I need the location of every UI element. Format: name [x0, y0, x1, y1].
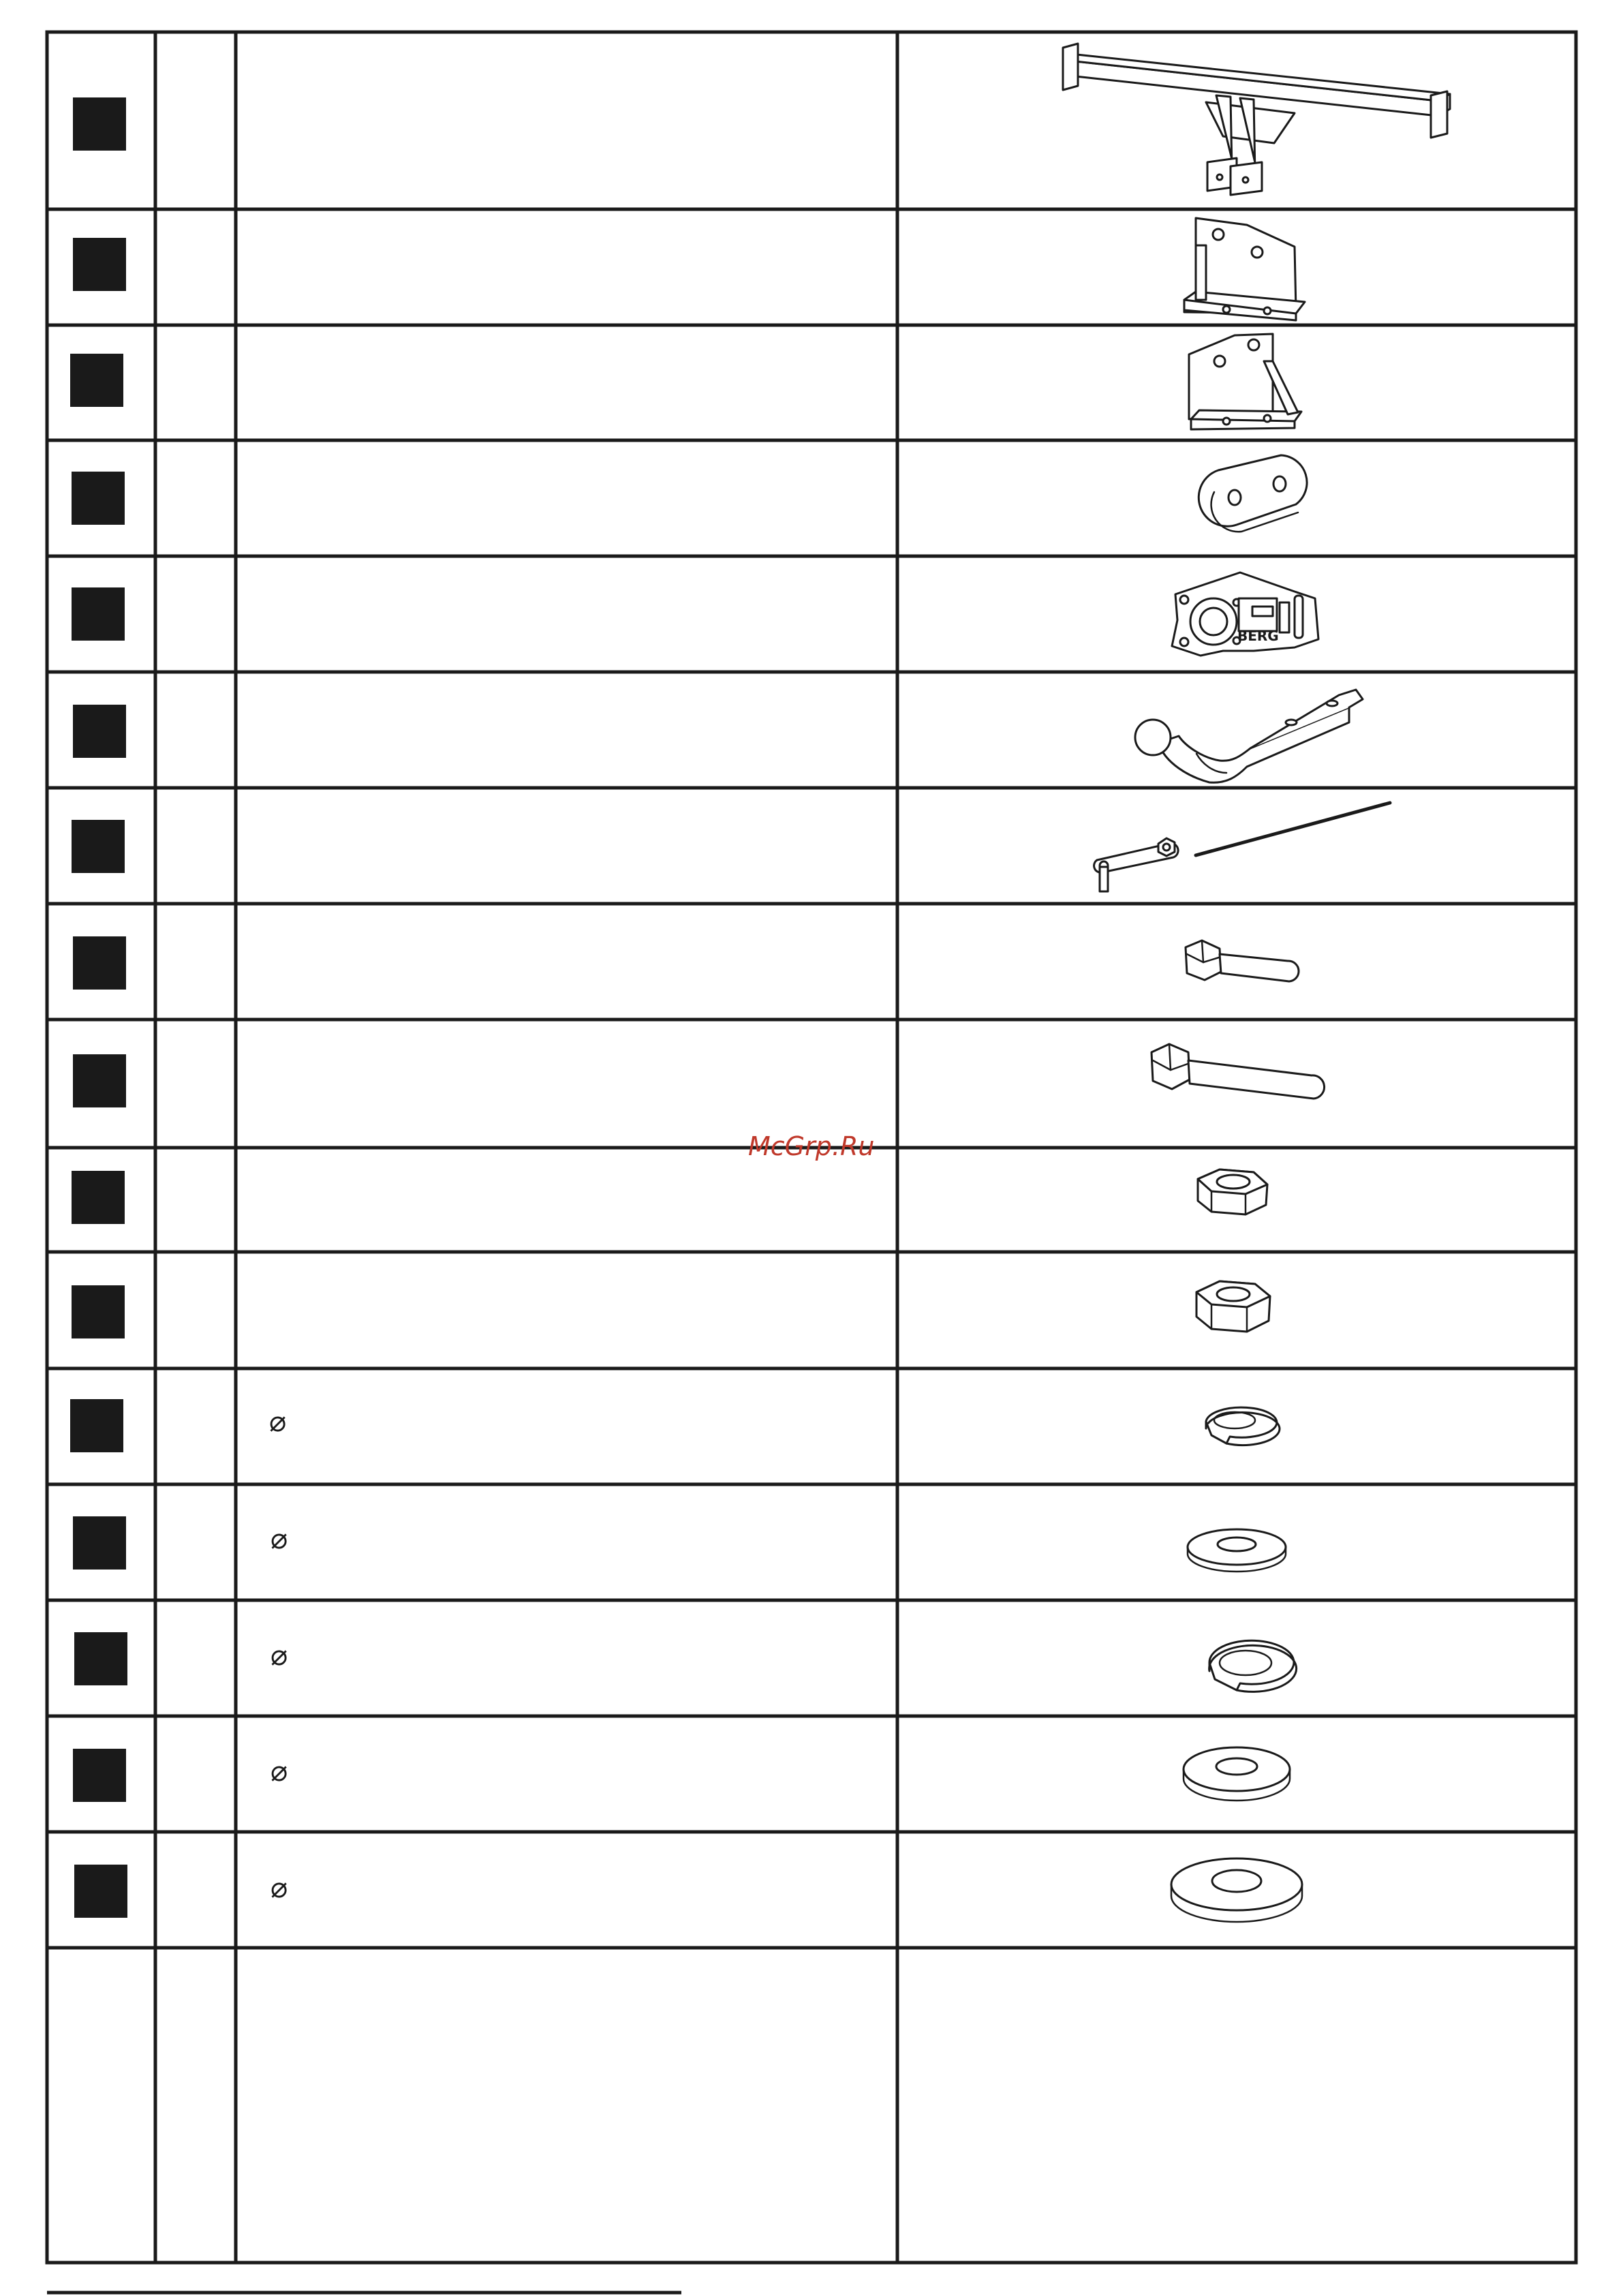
row-marker [73, 1749, 126, 1802]
watermark: McGrp.Ru [748, 1131, 875, 1161]
row-marker [72, 820, 125, 873]
cable-with-lug-illustration [1094, 803, 1390, 891]
row-marker [70, 1399, 123, 1452]
row-marker [72, 1171, 125, 1224]
right-mounting-bracket-illustration [1184, 218, 1305, 320]
short-hex-bolt-illustration [1186, 940, 1299, 981]
row-marker [72, 1285, 125, 1338]
row-marker [72, 472, 125, 525]
flat-washer-small-illustration [1188, 1529, 1286, 1572]
row-marker [74, 1865, 127, 1918]
flat-washer-medium-illustration [1184, 1747, 1290, 1801]
diameter-symbol: ⌀ [269, 1405, 287, 1438]
row-markers [70, 97, 127, 1918]
flat-washer-large-illustration [1171, 1858, 1302, 1922]
spring-washer-large-illustration [1209, 1640, 1297, 1692]
row-marker [70, 354, 123, 407]
row-marker [73, 238, 126, 291]
tow-bar-crossbeam-illustration [1063, 44, 1450, 195]
diameter-symbol: ⌀ [270, 1871, 288, 1904]
row-marker [73, 97, 126, 151]
diameter-symbols [269, 1405, 288, 1904]
spring-washer-small-illustration [1206, 1407, 1280, 1445]
row-marker [72, 587, 125, 641]
row-marker [73, 705, 126, 758]
long-hex-bolt-illustration [1151, 1044, 1325, 1099]
row-marker [73, 1054, 126, 1107]
tow-ball-neck-illustration [1135, 690, 1363, 782]
spacer-plate-illustration [1199, 455, 1307, 532]
socket-plate-logo: BERG [1237, 628, 1279, 644]
row-marker [74, 1632, 127, 1685]
diameter-symbol: ⌀ [270, 1754, 288, 1788]
diameter-symbol: ⌀ [270, 1522, 288, 1555]
row-marker [73, 936, 126, 990]
diameter-symbol: ⌀ [270, 1638, 288, 1672]
left-mounting-bracket-illustration [1189, 334, 1301, 429]
row-marker [73, 1516, 126, 1570]
hex-nut-small-illustration [1198, 1169, 1267, 1214]
hex-nut-large-illustration [1196, 1281, 1270, 1332]
socket-plate-illustration [1172, 572, 1318, 656]
